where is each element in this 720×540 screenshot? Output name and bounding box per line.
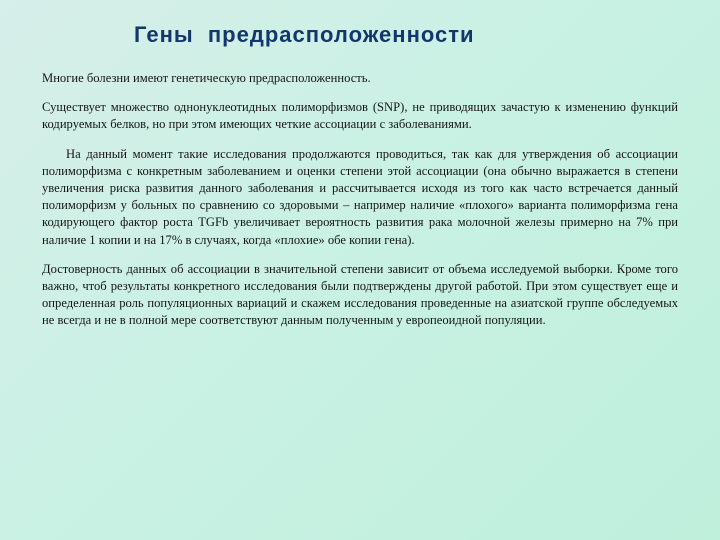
paragraph-1: Многие болезни имеют генетическую предрасположенность.: [42, 71, 371, 85]
slide-title: Гены предрасположенности: [134, 22, 475, 47]
paragraph-3: На данный момент такие исследования продолжаются проводиться, так как для утверждения об ассоциации полиморфизма с конкретным заболеванием и оценки степени этой ассоциации (она обычно выражается в степени увеличения риска развития данного заболевания и рассчитывается исходя из того как часто встречается данный полиморфизм у больных по сравнению со здоровыми – например наличие «плохого» варианта полиморфизма гена кодирующего фактор роста TGFb увеличивает вероятность развития рака молочной железы примерно на 7% при наличие 1 копии и на 17% в случаях, когда «плохие» обе копии гена).: [42, 146, 678, 247]
paragraph-4: Достоверность данных об ассоциации в значительной степени зависит от объема исследуемой выборки. Кроме того важно, чтоб результаты конкретного исследования были подтверждены другой работой. При этом существует еще и определенная роль популяционных вариаций и скажем исследования проведенные на азиатской группе обследуемых не всегда и не в полной мере соответствуют данным полученным у европеоидной популяции.: [42, 261, 678, 328]
paragraph-2: Существует множество однонуклеотидных полиморфизмов (SNP), не приводящих зачастую к изменению функций кодируемых белков, но при этом имеющих четкие ассоциации с заболеваниями.: [42, 100, 678, 132]
slide-body: [42, 70, 678, 330]
